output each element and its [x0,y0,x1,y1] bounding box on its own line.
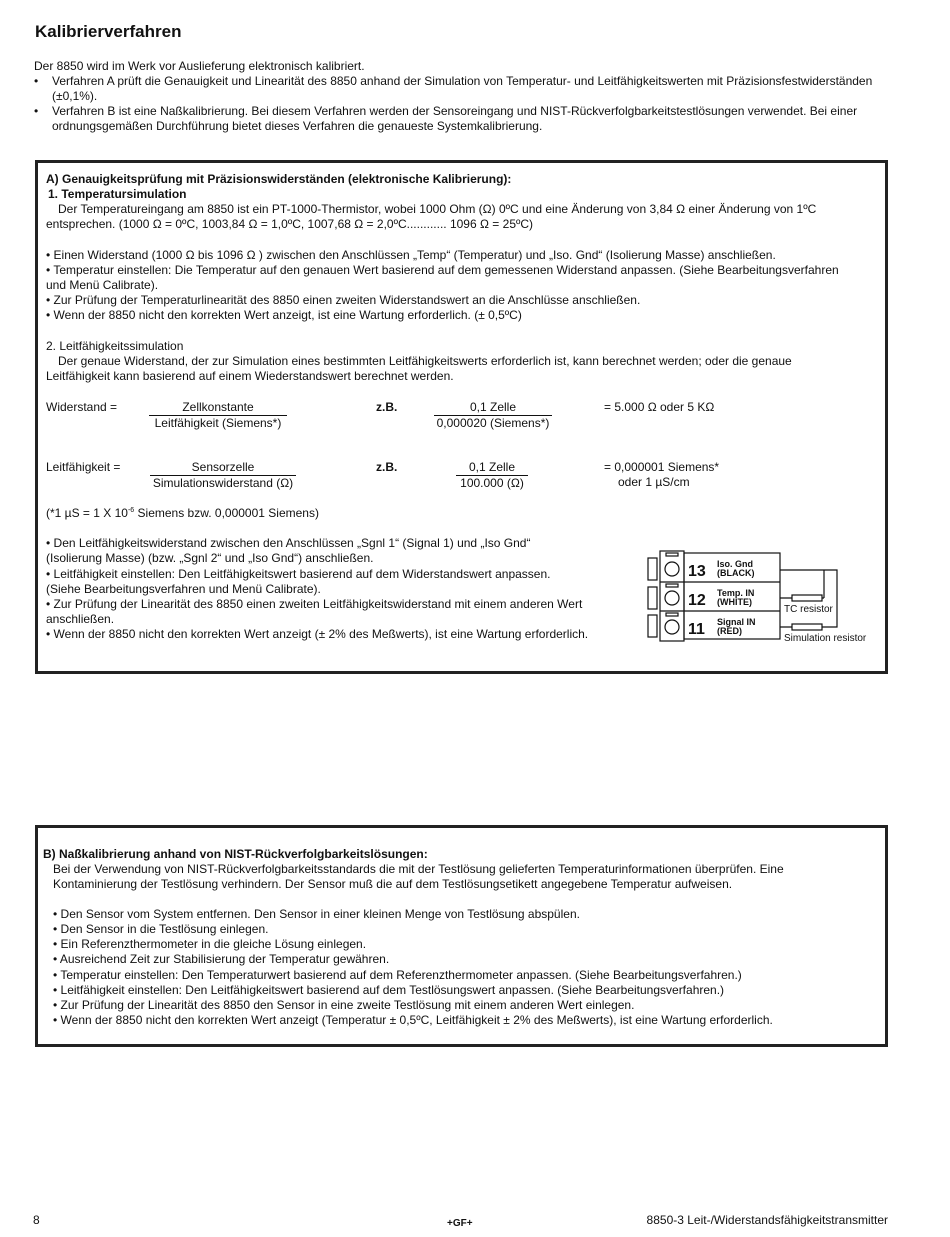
section-b-bullet: • Den Sensor in die Testlösung einlegen. [53,922,269,936]
tc-resistor-icon [792,595,822,601]
formula-1-example-fraction [432,400,554,431]
formula-1-fraction [148,400,288,431]
temp-text-1: Der Temperatureingang am 8850 ist ein PT-1000-Thermistor, wobei 1000 Ohm (Ω) 0ºC und eine Änderung von 3,84 Ω einer Änderung von 1ºC [58,202,817,216]
formula-1-example-numerator: 0,1 Zelle [434,400,552,416]
formula-2-example-denominator: 100.000 (Ω) [460,476,524,490]
temp-text-2: entsprechen. (1000 Ω = 0ºC, 1003,84 Ω = 1,0ºC, 1007,68 Ω = 2,0ºC............ 1096 Ω = 25ºC) [46,217,534,231]
intro-line: Der 8850 wird im Werk vor Auslieferung elektronisch kalibriert. [34,59,365,73]
cond-bullet-2-cont: (Siehe Bearbeitungsverfahren und Menü Calibrate). [46,582,321,596]
intro-bullet-a: • Verfahren A prüft die Genauigkeit und Linearität des 8850 anhand der Simulation von Temperatur- und Leitfähigkeitswerten mit Präzisionsfestwiderständen (±0,1%). [34,74,894,104]
document-title: 8850-3 Leit-/Widerstandsfähigkeitstransmitter [646,1213,888,1227]
terminal-13-screw-icon [665,562,679,576]
formula-1-example-denominator: 0,000020 (Siemens*) [436,416,550,430]
formula-2-result: = 0,000001 Siemens* [604,460,720,474]
cond-bullet-1-cont: (Isolierung Masse) (bzw. „Sgnl 2“ und „Iso Gnd“) anschließen. [46,551,374,565]
formula-1-numerator: Zellkonstante [149,400,287,416]
formula-2-example-fraction [452,460,532,491]
terminal-13-label: Iso. Gnd [717,559,753,569]
terminal-11-screw-icon [665,620,679,634]
terminal-12-number: 12 [688,592,706,609]
formula-2-example-numerator: 0,1 Zelle [456,460,528,476]
terminal-13-color: (BLACK) [717,568,755,578]
intro-section [34,59,894,134]
intro-bullet-b: • Verfahren B ist eine Naßkalibrierung. Bei diesem Verfahren werden der Sensoreingang und NIST-Rückverfolgbarkeitstestlösungen verwendet. Bei einer ordnungsgemäßen Durchführung bietet dieses Verfahren die genaueste Systemkalibrierung. [34,104,894,134]
cond-text-2: Leitfähigkeit kann basierend auf einem Wiederstandswert berechnet werden. [46,369,454,383]
section-b-heading: B) Naßkalibrierung anhand von NIST-Rückverfolgbarkeitslösungen: [43,847,428,861]
cond-sim-heading: 2. Leitfähigkeitssimulation [46,339,184,353]
section-b-bullet: • Den Sensor vom System entfernen. Den Sensor in einer kleinen Menge von Testlösung abspülen. [53,907,580,921]
section-b-bullet: • Zur Prüfung der Linearität des 8850 den Sensor in eine zweite Testlösung mit einem anderen Wert einlegen. [53,998,635,1012]
terminal-12-clamp [648,587,657,609]
temp-sim-heading: 1. Temperatursimulation [48,187,187,201]
formula-2-fraction [148,460,298,491]
terminal-11-clamp [648,615,657,637]
formula-1-eg: z.B. [376,400,398,414]
formula-2-result-alt: oder 1 µS/cm [618,475,690,489]
temp-bullet-1: • Einen Widerstand (1000 Ω bis 1096 Ω ) zwischen den Anschlüssen „Temp“ (Temperatur) und „Iso. Gnd“ (Isolierung Masse) anschließen. [46,248,776,262]
cond-bullet-3-cont: anschließen. [46,612,115,626]
terminal-13-number: 13 [688,563,706,580]
terminal-12-label: Temp. IN [717,588,755,598]
terminal-wiring-diagram [640,545,876,650]
cond-bullet-3: • Zur Prüfung der Linearität des 8850 einen zweiten Leitfähigkeitswiderstand mit einem anderen Wert [46,597,583,611]
terminal-12-color: (WHITE) [717,597,752,607]
terminal-13-clamp [648,558,657,580]
simulation-resistor-icon [792,624,822,630]
formula-1-denominator: Leitfähigkeit (Siemens*) [154,416,282,430]
terminal-11-label: Signal IN [717,617,756,627]
page-number: 8 [33,1213,40,1227]
siemens-note: (*1 µS = 1 X $10^{-6}$ Siemens bzw. 0,000001 Siemens) [46,506,319,520]
section-b-bullet: • Ausreichend Zeit zur Stabilisierung der Temperatur gewähren. [53,952,390,966]
temp-bullet-2-cont: und Menü Calibrate). [46,278,159,292]
terminal-11-color: (RED) [717,626,742,636]
intro-bullet-a-text: Verfahren A prüft die Genauigkeit und Linearität des 8850 anhand der Simulation von Temperatur- und Leitfähigkeitswerten mit Präzisionsfestwiderständen (±0,1%). [52,74,873,103]
cond-bullet-4: • Wenn der 8850 nicht den korrekten Wert anzeigt (± 2% des Meßwerts), ist eine Wartung erforderlich. [46,627,589,641]
section-b-bullet: • Ein Referenzthermometer in die gleiche Lösung einlegen. [53,937,367,951]
cond-bullet-2: • Leitfähigkeit einstellen: Den Leitfähigkeitswert basierend auf dem Widerstandswert anpassen. [46,567,551,581]
section-b-bullet: • Leitfähigkeit einstellen: Den Leitfähigkeitswert basierend auf dem Testlösungswert anpassen. (Siehe Bearbeitungsverfahren.) [53,983,725,997]
cond-text-1: Der genaue Widerstand, der zur Simulation eines bestimmten Leitfähigkeitswerts erforderlich ist, kann berechnet werden; oder die genaue [58,354,792,368]
intro-bullet-b-text: Verfahren B ist eine Naßkalibrierung. Bei diesem Verfahren werden der Sensoreingang und NIST-Rückverfolgbarkeitstestlösungen verwendet. Bei einer ordnungsgemäßen Durchführung bietet dieses Verfahren die genaueste Systemkalibrierung. [52,104,858,133]
page-title: Kalibrierverfahren [35,22,182,41]
formula-2-denominator: Simulationswiderstand (Ω) [152,476,294,490]
temp-bullet-4: • Wenn der 8850 nicht den korrekten Wert anzeigt, ist eine Wartung erforderlich. (± 0,5ºC) [46,308,522,322]
cond-bullet-1: • Den Leitfähigkeitswiderstand zwischen den Anschlüssen „Sgnl 1“ (Signal 1) und „Iso Gnd“ [46,536,531,550]
formula-2-label: Leitfähigkeit = [46,460,121,474]
formula-2-numerator: Sensorzelle [150,460,296,476]
tc-resistor-label: TC resistor [784,604,833,615]
temp-bullet-2: • Temperatur einstellen: Die Temperatur auf den genauen Wert basierend auf dem gemessenen Widerstand anpassen. (Siehe Bearbeitungsverfahren [46,263,839,277]
formula-1-result: = 5.000 Ω oder 5 KΩ [604,400,715,414]
terminal-block-body [660,551,684,641]
formula-1-label: Widerstand = [46,400,118,414]
terminal-12-screw-icon [665,591,679,605]
terminal-11-number: 11 [688,621,705,638]
section-a-heading: A) Genauigkeitsprüfung mit Präzisionswiderständen (elektronische Kalibrierung): [46,172,512,186]
gf-logo: +GF+ [447,1218,473,1229]
formula-2-eg: z.B. [376,460,398,474]
temp-bullet-3: • Zur Prüfung der Temperaturlinearität des 8850 einen zweiten Widerstandswert an die Anschlüsse anschließen. [46,293,641,307]
section-b-bullet: • Temperatur einstellen: Den Temperaturwert basierend auf dem Referenzthermometer anpassen. (Siehe Bearbeitungsverfahren.) [53,968,742,982]
simulation-resistor-label: Simulation resistor [784,633,867,644]
section-b-text-1: Bei der Verwendung von NIST-Rückverfolgbarkeitsstandards die mit der Testlösung gelieferten Temperaturinformationen überprüfen. Eine [53,862,784,876]
section-b-bullet: • Wenn der 8850 nicht den korrekten Wert anzeigt (Temperatur ± 0,5ºC, Leitfähigkeit ± 2% des Meßwerts), ist eine Wartung erforderlich. [53,1013,773,1027]
section-b-text-2: Kontaminierung der Testlösung verhindern. Der Sensor muß die auf dem Testlösungsetikett angegebene Temperatur aufweisen. [53,877,733,891]
